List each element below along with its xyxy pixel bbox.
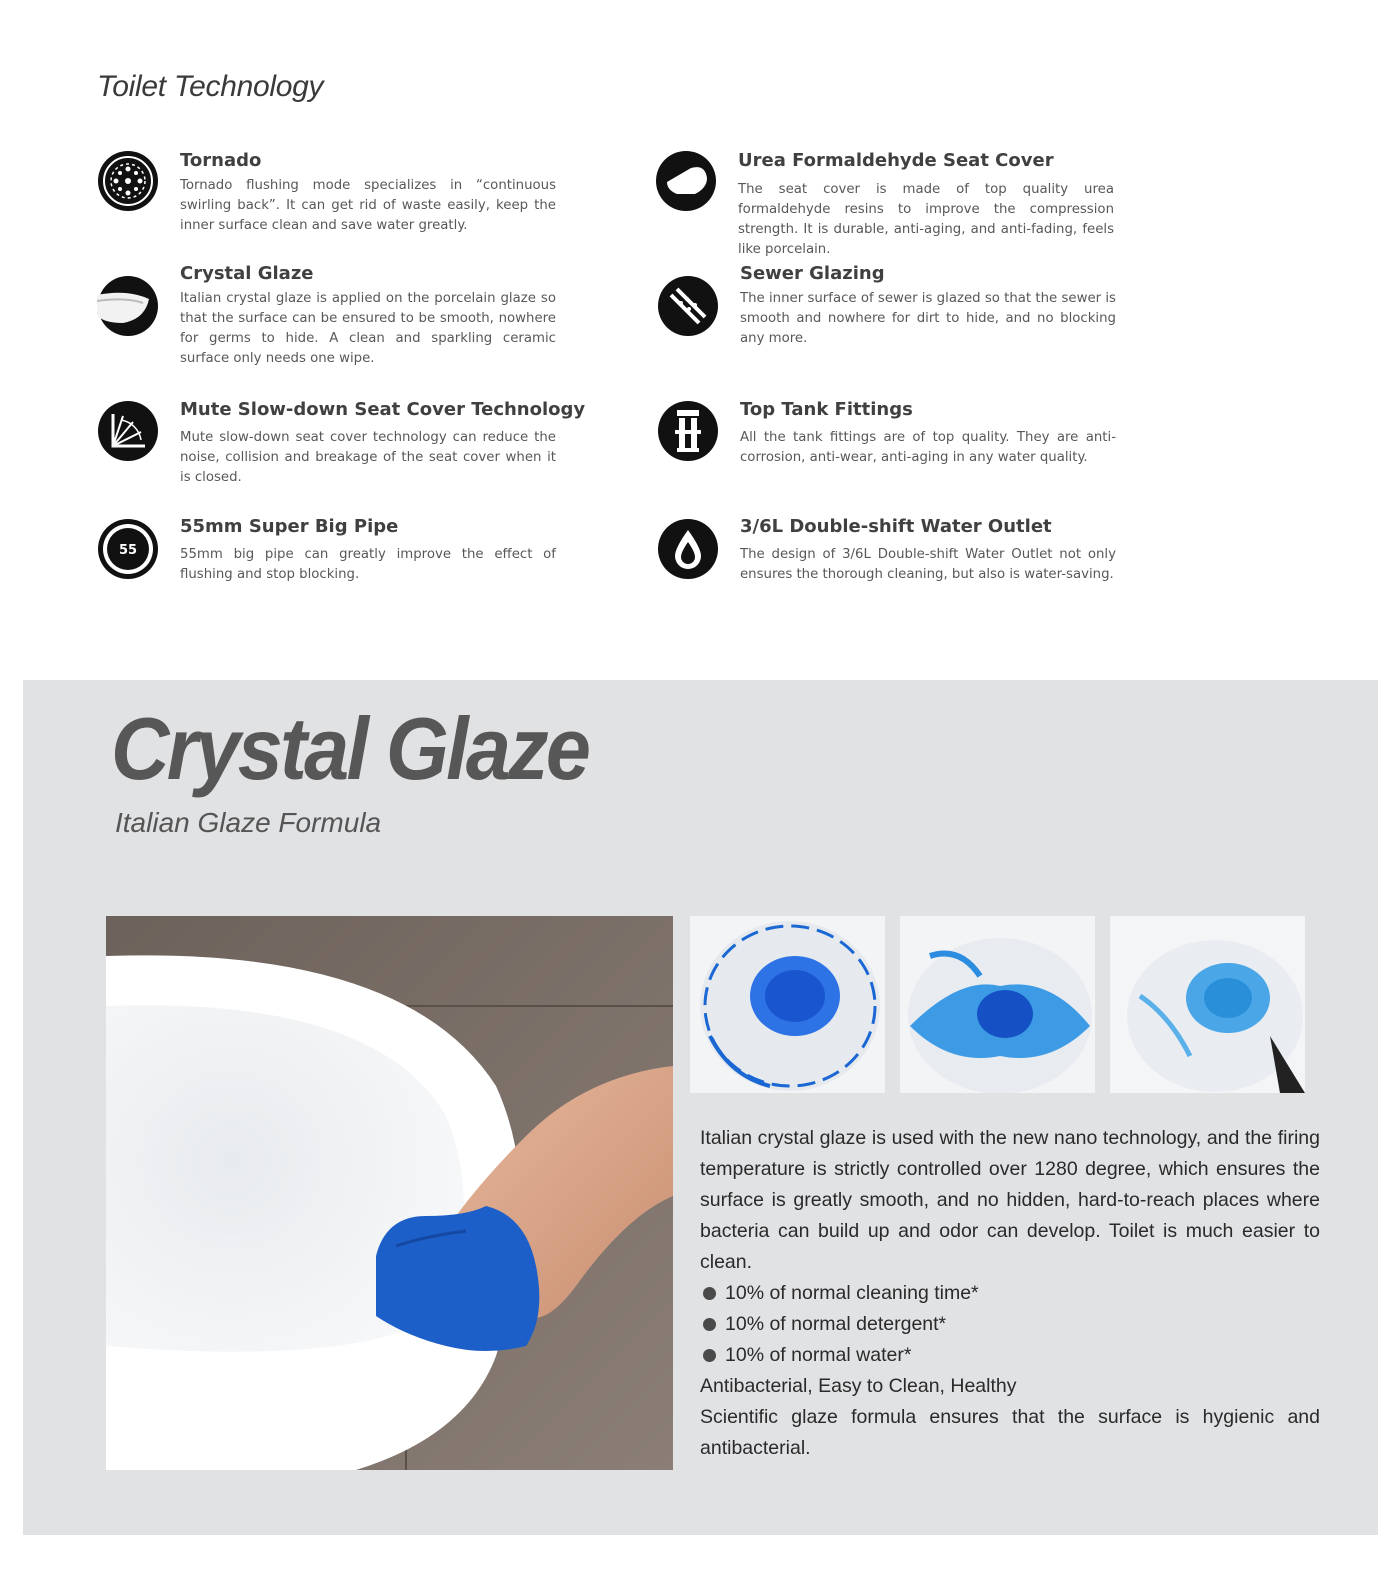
cleaning-toilet-photo (106, 916, 673, 1470)
feature-description: Italian crystal glaze is applied on the porcelain glaze so that the surface can be ensured to be smooth, nowhere for germs to hide. A clean and sparkling ceramic surface only needs one wipe. (180, 291, 556, 366)
feature-description: Mute slow-down seat cover technology can reduce the noise, collision and breakage of the seat cover when it is closed. (180, 430, 556, 485)
crystal-glaze-title: Crystal Glaze (111, 699, 589, 798)
feature-description: Tornado flushing mode specializes in “continuous swirling back”. It can get rid of waste easily, keep the inner surface clean and save water greatly. (180, 178, 556, 233)
big-pipe-icon (97, 518, 159, 580)
feature-title: 55mm Super Big Pipe (180, 516, 399, 537)
bullet-text: 10% of normal detergent* (725, 1313, 947, 1335)
bullet-dot (703, 1287, 716, 1300)
feature-title: 3/6L Double-shift Water Outlet (740, 516, 1052, 537)
feature-title: Crystal Glaze (180, 263, 314, 284)
sewer-pipe-icon (657, 275, 719, 337)
tornado-icon (97, 150, 159, 212)
bullet-text: 10% of normal cleaning time* (725, 1282, 979, 1304)
bullet-item (700, 1309, 1320, 1340)
bullet-item (700, 1340, 1320, 1371)
feature-description: The inner surface of sewer is glazed so that the sewer is smooth and nowhere for dirt to hide, and no blocking any more. (740, 291, 1116, 346)
feature-title: Urea Formaldehyde Seat Cover (738, 150, 1054, 171)
bullet-text: 10% of normal water* (725, 1344, 912, 1366)
water-drop-icon (657, 518, 719, 580)
section-title: Toilet Technology (97, 70, 324, 103)
slow-down-icon (97, 400, 159, 462)
feature-title: Top Tank Fittings (740, 399, 913, 420)
feature-description: The seat cover is made of top quality urea formaldehyde resins to improve the compression strength. It is durable, anti-aging, and anti-fading, feels like porcelain. (738, 182, 1114, 257)
crystal-glaze-panel (23, 680, 1378, 1535)
bullet-item (700, 1278, 1320, 1309)
crystal-glaze-tagline: Antibacterial, Easy to Clean, Healthy (700, 1375, 1017, 1397)
feature-description: The design of 3/6L Double-shift Water Outlet not only ensures the thorough cleaning, but also is water-saving. (740, 547, 1116, 582)
crystal-glaze-closing: Scientific glaze formula ensures that the surface is hygienic and antibacterial. (700, 1406, 1320, 1459)
glaze-test-photo-2 (900, 916, 1095, 1093)
feature-description: All the tank fittings are of top quality. They are anti-corrosion, anti-wear, anti-aging in any water quality. (740, 430, 1116, 465)
crystal-glaze-description (700, 1123, 1320, 1464)
glaze-bowl-icon (97, 275, 159, 337)
crystal-glaze-paragraph: Italian crystal glaze is used with the new nano technology, and the firing temperature is strictly controlled over 1280 degree, which ensures the surface is greatly smooth, and no hidden, hard-to-reach places where bacteria can build up and odor can develop. Toilet is much easier to clean. (700, 1127, 1320, 1273)
big-pipe-label: 55 (118, 543, 138, 558)
feature-description: 55mm big pipe can greatly improve the effect of flushing and stop blocking. (180, 547, 556, 582)
seat-cover-icon (655, 150, 717, 212)
tank-fittings-icon (657, 400, 719, 462)
feature-title: Tornado (180, 150, 262, 171)
bullet-dot (703, 1349, 716, 1362)
feature-title: Sewer Glazing (740, 263, 885, 284)
glaze-test-photo-1 (690, 916, 885, 1093)
crystal-glaze-subtitle: Italian Glaze Formula (115, 807, 382, 838)
bullet-dot (703, 1318, 716, 1331)
feature-title: Mute Slow-down Seat Cover Technology (180, 399, 586, 420)
glaze-test-photo-3 (1110, 916, 1305, 1093)
